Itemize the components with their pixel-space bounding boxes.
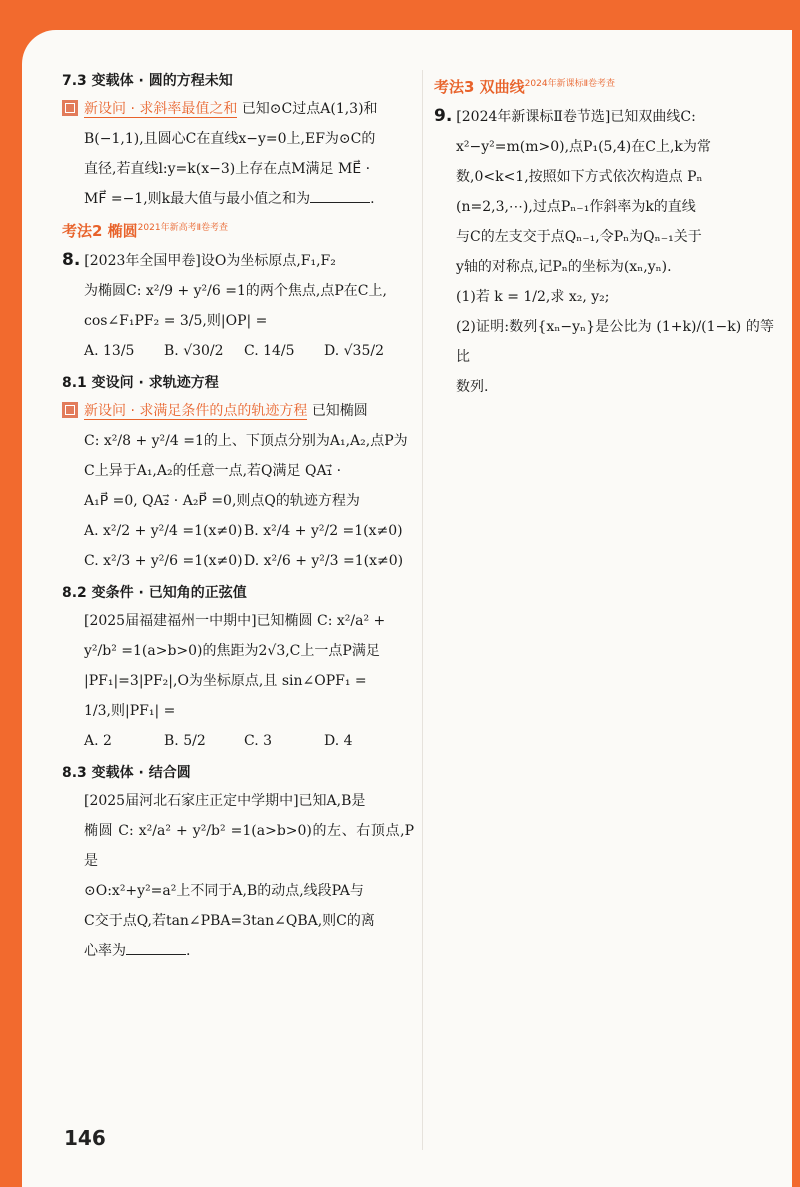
q82-line1: [2025届福建福州一中期中]已知椭圆 C: x²/a² +: [84, 613, 386, 629]
q9-line4: (n=2,3,⋯),过点Pₙ₋₁作斜率为k的直线: [456, 199, 696, 215]
option-d: D. x²/6 + y²/3 =1(x≠0): [244, 553, 404, 569]
q8-number: 8.: [62, 250, 81, 270]
q82-options: [62, 726, 414, 756]
q9-line6: y轴的对称点,记Pₙ的坐标为(xₙ,yₙ).: [456, 259, 672, 275]
option-d: D. 4: [324, 733, 353, 749]
q83-line3: ⊙O:x²+y²=a²上不同于A,B的动点,线段PA与: [84, 883, 364, 899]
q83-line5: 心率为: [84, 943, 126, 959]
q81-line0: 已知椭圆: [311, 403, 368, 419]
q73-tag: 新设问 · 求斜率最值之和: [84, 101, 238, 117]
q73-line4: MF⃗ =−1,则k最大值与最小值之和为: [84, 191, 311, 207]
q9-line3: 数,0<k<1,按照如下方式依次构造点 Pₙ: [456, 169, 703, 185]
q9-part2-end: 数列.: [456, 379, 489, 395]
q82-line3: |PF₁|=3|PF₂|,O为坐标原点,且 sin∠OPF₁ =: [84, 673, 367, 689]
q82-line2: y²/b² =1(a>b>0)的焦距为2√3,C上一点P满足: [84, 643, 380, 659]
section-title-ellipse: 考法2 椭圆$^{2021年新高考Ⅱ卷考查}$: [62, 222, 229, 240]
q9-number: 9.: [434, 106, 453, 126]
answer-blank: [126, 954, 186, 955]
section-note: 2024年新课标Ⅱ卷考查: [524, 79, 616, 89]
q73-line2: B(−1,1),且圆心C在直线x−y=0上,EF为⊙C的: [84, 131, 376, 147]
q82-heading: 8.2 变条件 · 已知角的正弦值: [62, 585, 247, 601]
q8-line3: cos∠F₁PF₂ = 3/5,则|OP| =: [84, 313, 268, 329]
q83-line2: 椭圆 C: x²/a² + y²/b² =1(a>b>0)的左、右顶点,P是: [84, 823, 414, 869]
q81-options: [62, 516, 414, 576]
section-title-hyperbola: 考法3 双曲线$^{2024年新课标Ⅱ卷考查}$: [434, 78, 616, 96]
qr-stamp-icon: [62, 100, 78, 116]
q8-line2: 为椭圆C: x²/9 + y²/6 =1的两个焦点,点P在C上,: [84, 283, 387, 299]
q81-heading: 8.1 变设问 · 求轨迹方程: [62, 375, 219, 391]
page-sheet: [22, 30, 792, 1187]
right-column: [434, 70, 774, 402]
q73-line3: 直径,若直线l:y=k(x−3)上存在点M满足 ME⃗ ·: [84, 161, 371, 177]
option-d: D. √35/2: [324, 343, 384, 359]
option-c: C. 14/5: [244, 343, 295, 359]
q81-line2: C上异于A₁,A₂的任意一点,若Q满足 QA₁⃗ ·: [84, 463, 342, 479]
q81-line3: A₁P⃗ =0, QA₂⃗ · A₂P⃗ =0,则点Q的轨迹方程为: [84, 493, 360, 509]
section-note: 2021年新高考Ⅱ卷考查: [137, 223, 229, 233]
q81-line1: C: x²/8 + y²/4 =1的上、下顶点分别为A₁,A₂,点P为: [84, 433, 408, 449]
left-column: 7.3 变载体 · 圆的方程未知 新设问 · 求斜率最值之和 已知⊙C过点A(1,3)和 B(−1,1),且圆心C在直线x−y=0上,EF为⊙C的 直径,若直线l:y=k(x−3)上存在点M满足 ME⃗ · MF⃗ =−1,则k最大值与最小值之和为 . 考法2 椭圆$^{2021年新高考Ⅱ卷考查}$ 8. [2023年全国甲卷]设O为坐标原点,F₁,F₂ 为椭圆C: x²/9 + y²/6 =1的两个焦点,点P在C上, cos∠F₁PF₂ = 3/5,则|OP| = A. 13/5 B. √30/2 C. 14/5 D. √35/2 8.1 变设问 · 求轨迹方程 新设问 · 求满足条件的点的轨迹方程 已知椭圆 C: x²/8 + y²/4 =1的上、下顶点分别为A₁,A₂,点P为 C上异于A₁,A₂的任意一点,若Q满足 QA₁⃗ · A₁P⃗ =0, QA₂⃗ · A₂P⃗ =0,则点Q的轨迹方程为 A. x²/2 + y²/4 =1(x≠0) B. x²/4 + y²/2 =1(x≠0) C. x²/3 + y²/6 =1(x≠0)D. x²/6 + y²/3 =1(x≠0) 8.2 变条件 · 已知角的正弦值 [2025届福建福州一中期中]已知椭圆 C: x²/a² + y²/b² =1(a>b>0)的焦距为2√3,C上一点P满足 |PF₁|=3|PF₂|,O为坐标原点,且 sin∠OPF₁ = 1/3,则|PF₁| = A. 2 B. 5/2 C. 3 D. 4 8.3 变载体 · 结合圆 [2025届河北石家庄正定中学期中]已知A,B是 椭圆 C: x²/a² + y²/b² =1(a>b>0)的左、右顶点,P是 ⊙O:x²+y²=a²上不同于A,B的动点,线段PA与 C交于点Q,若tan∠PBA=3tan∠QBA,则C的离 心率为 .: [62, 70, 414, 966]
option-b: B. x²/4 + y²/2 =1(x≠0): [244, 523, 403, 539]
answer-blank: [310, 202, 370, 203]
q8-line1: [2023年全国甲卷]设O为坐标原点,F₁,F₂: [84, 253, 336, 269]
page-number: 146: [64, 1126, 106, 1150]
column-divider: [422, 70, 423, 1150]
q83-line1: [2025届河北石家庄正定中学期中]已知A,B是: [84, 793, 366, 809]
option-a: A. 2: [84, 733, 112, 749]
q9-line1: [2024年新课标Ⅱ卷节选]已知双曲线C:: [456, 109, 696, 125]
q82-line4: 1/3,则|PF₁| =: [84, 703, 176, 719]
q8-options: [62, 336, 414, 366]
q83-heading: 8.3 变载体 · 结合圆: [62, 765, 191, 781]
q73-heading: 7.3 变载体 · 圆的方程未知: [62, 73, 233, 89]
option-b: B. √30/2: [164, 343, 224, 359]
option-c: C. 3: [244, 733, 273, 749]
q83-line4: C交于点Q,若tan∠PBA=3tan∠QBA,则C的离: [84, 913, 375, 929]
q81-tag: 新设问 · 求满足条件的点的轨迹方程: [84, 403, 308, 419]
q9-part2: (2)证明:数列{xₙ−yₙ}是公比为 (1+k)/(1−k) 的等比: [456, 319, 774, 365]
qr-stamp-icon: [62, 402, 78, 418]
q9-line5: 与C的左支交于点Qₙ₋₁,令Pₙ为Qₙ₋₁关于: [456, 229, 702, 245]
q9-part1: (1)若 k = 1/2,求 x₂, y₂;: [456, 289, 610, 305]
option-c: C. x²/3 + y²/6 =1(x≠0): [84, 553, 243, 569]
q9-line2: x²−y²=m(m>0),点P₁(5,4)在C上,k为常: [456, 139, 711, 155]
q73-line1: 已知⊙C过点A(1,3)和: [241, 101, 378, 117]
option-b: B. 5/2: [164, 733, 206, 749]
option-a: A. 13/5: [84, 343, 135, 359]
option-a: A. x²/2 + y²/4 =1(x≠0): [84, 523, 243, 539]
